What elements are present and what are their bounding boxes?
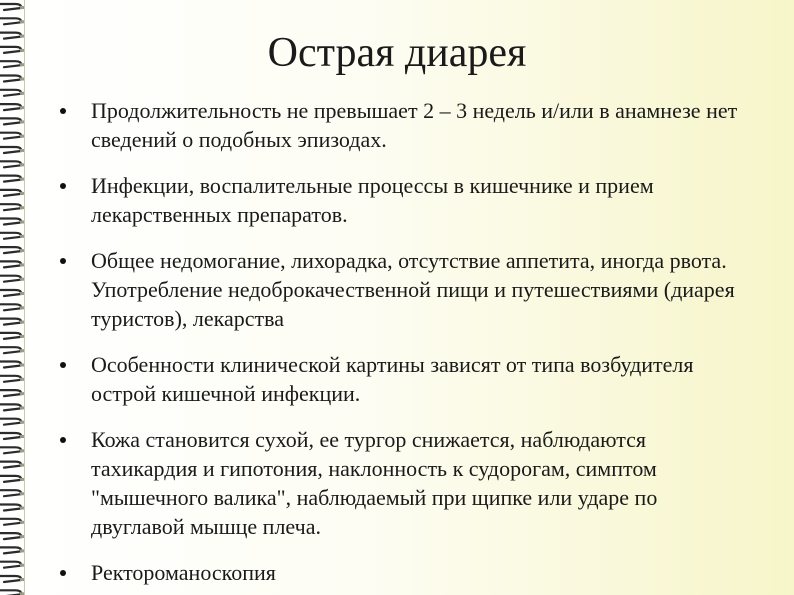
binding-ring-icon — [0, 33, 21, 39]
bullet-text: Кожа становится сухой, ее тургор снижается, наблюдаются тахикардия и гипотония, наклонность к судорогам, симптом "мышечного валика", наблюдаемый при щипке или ударе по двуглавой мышце плеча. — [91, 427, 658, 539]
bullet-text: Особенности клинической картины зависят от типа возбудителя острой кишечной инфекции. — [91, 352, 694, 406]
binding-ring-icon — [0, 18, 21, 24]
binding-ring-icon — [0, 533, 21, 539]
binding-ring-icon — [0, 4, 21, 10]
binding-ring-icon — [0, 404, 21, 410]
binding-ring-icon — [0, 333, 21, 339]
binding-ring-icon — [0, 61, 21, 67]
bullet-dot-icon — [60, 183, 66, 189]
bullet-text: Продолжительность не превышает 2 – 3 недель и/или в анамнезе нет сведений о подобных эпизодах. — [91, 98, 738, 152]
binding-ring-icon — [0, 319, 21, 325]
binding-ring-icon — [0, 90, 21, 96]
bullet-item — [55, 171, 755, 229]
binding-ring-icon — [0, 204, 21, 210]
binding-ring-icon — [0, 219, 21, 225]
binding-ring-icon — [0, 505, 21, 511]
bullet-item — [55, 425, 755, 541]
binding-ring-icon — [0, 133, 21, 139]
binding-ring-icon — [0, 376, 21, 382]
bullet-text: Общее недомогание, лихорадка, отсутствие аппетита, иногда рвота. Употребление недоброкачественной пищи и путешествиями (диарея туристов), лекарства — [91, 248, 735, 331]
binding-ring-icon — [0, 562, 21, 568]
binding-ring-icon — [0, 519, 21, 525]
binding-ring-icon — [0, 47, 21, 53]
binding-ring-icon — [0, 490, 21, 496]
bullet-dot-icon — [60, 258, 66, 264]
binding-ring-icon — [0, 390, 21, 396]
binding-ring-icon — [0, 547, 21, 553]
binding-ring-icon — [0, 347, 21, 353]
binding-ring-icon — [0, 176, 21, 182]
bullet-dot-icon — [60, 570, 66, 576]
page-edge — [24, 0, 25, 595]
binding-ring-icon — [0, 161, 21, 167]
binding-ring-icon — [0, 447, 21, 453]
binding-ring-icon — [0, 462, 21, 468]
binding-ring-icon — [0, 419, 21, 425]
spiral-binding — [0, 0, 26, 595]
binding-ring-icon — [0, 247, 21, 253]
binding-ring-icon — [0, 118, 21, 124]
binding-ring-icon — [0, 433, 21, 439]
binding-ring-icon — [0, 304, 21, 310]
binding-ring-icon — [0, 576, 21, 582]
binding-ring-icon — [0, 290, 21, 296]
bullet-text: Ректороманоскопия — [91, 560, 276, 585]
bullet-dot-icon — [60, 437, 66, 443]
binding-ring-icon — [0, 362, 21, 368]
bullet-list — [55, 96, 755, 595]
binding-ring-icon — [0, 76, 21, 82]
bullet-dot-icon — [60, 362, 66, 368]
binding-ring-icon — [0, 147, 21, 153]
bullet-text: Инфекции, воспалительные процессы в кишечнике и прием лекарственных препаратов. — [91, 173, 654, 227]
slide-title: Острая диарея — [267, 30, 527, 76]
binding-ring-icon — [0, 233, 21, 239]
bullet-item — [55, 558, 755, 587]
binding-ring-icon — [0, 190, 21, 196]
bullet-item — [55, 350, 755, 408]
binding-ring-icon — [0, 590, 21, 595]
binding-ring-icon — [0, 261, 21, 267]
bullet-item — [55, 246, 755, 333]
binding-ring-icon — [0, 104, 21, 110]
binding-ring-icon — [0, 476, 21, 482]
binding-ring-icon — [0, 276, 21, 282]
bullet-item — [55, 96, 755, 154]
bullet-dot-icon — [60, 108, 66, 114]
